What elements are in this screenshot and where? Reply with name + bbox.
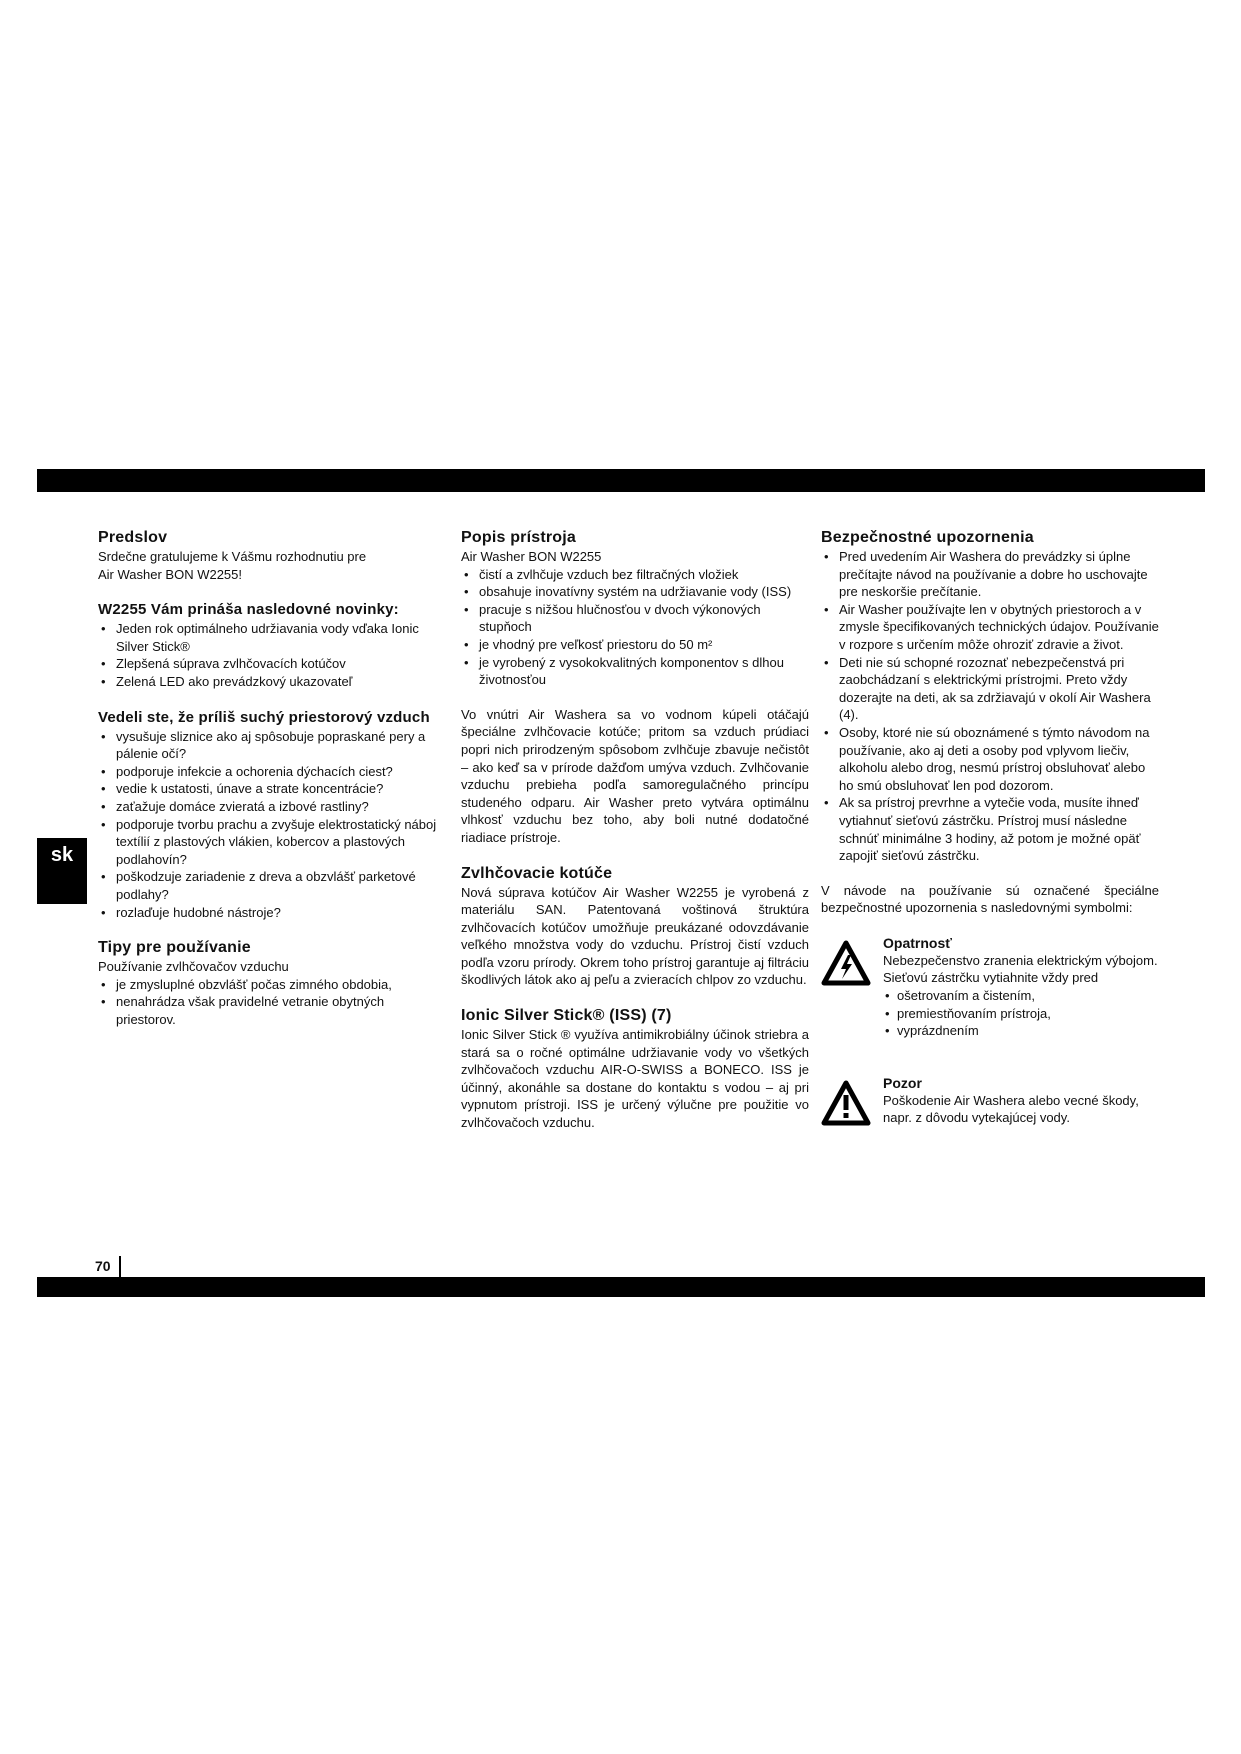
list-item: • obsahuje inovatívny systém na udržiavanie vody (ISS) bbox=[461, 583, 809, 601]
column-left bbox=[98, 528, 438, 1028]
attention-block bbox=[821, 1074, 1159, 1138]
list-item: • Osoby, ktoré nie sú oboznámené s týmto návodom na používanie, ako aj deti a osoby pod vplyvom liečiv, alkoholu alebo drog, nesmú prístroj obsluhovať alebo ho smú obsluhovať len pod dozorom. bbox=[821, 724, 1159, 794]
preface-heading: Predslov bbox=[98, 529, 168, 546]
dry-air-heading: Vedeli ste, že príliš suchý priestorový vzduch bbox=[98, 708, 430, 726]
list-item: • vysušuje sliznice ako aj spôsobuje popraskané pery a pálenie očí? bbox=[98, 728, 438, 763]
list-item: • je vyrobený z vysokokvalitných komponentov s dlhou životnosťou bbox=[461, 654, 809, 689]
list-item: • Pred uvedením Air Washera do prevádzky si úplne prečítajte návod na používanie a dobre ho uschovajte pre neskoršie prečítanie. bbox=[821, 548, 1159, 601]
list-item: • je zmysluplné obzvlášť počas zimného obdobia, bbox=[98, 976, 438, 994]
column-right bbox=[821, 528, 1159, 1138]
device-paragraph: Vo vnútri Air Washera sa vo vodnom kúpeli otáčajú špeciálne zvlhčovacie kotúče; pritom sa vzduch prúdiaci popri nich prirodzeným spôsobom zvlhčuje zbavuje nečistôt – ako keď sa v prírode dažďom umýva vzduch. Zvlhčovanie vzduchu prebieha podľa samoregulačného princípu studeného odparu. Air Washer preto vytvára optimálnu vlhkosť vzduchu bez toho, aby boli nutné dodatočné riadiace prístroje. bbox=[461, 706, 809, 845]
list-item: • Jeden rok optimálneho udržiavania vody vďaka Ionic Silver Stick® bbox=[98, 620, 438, 655]
list-item: • čistí a zvlhčuje vzduch bez filtračných vložiek bbox=[461, 566, 809, 584]
list-item: • je vhodný pre veľkosť priestoru do 50 m² bbox=[461, 636, 809, 654]
device-subtitle: Air Washer BON W2255 bbox=[461, 549, 602, 564]
exclamation-warning-icon bbox=[821, 1080, 871, 1126]
list-item: • Zlepšená súprava zvlhčovacích kotúčov bbox=[98, 655, 438, 673]
caution-text: Nebezpečenstvo zranenia elektrickým výbojom. Sieťovú zástrčku vytiahnite vždy pred bbox=[883, 952, 1158, 986]
list-item: • ošetrovaním a čistením, bbox=[883, 987, 1159, 1005]
tips-list bbox=[98, 976, 438, 1029]
page-number: 70 bbox=[95, 1256, 121, 1277]
safety-note: V návode na používanie sú označené špeciálne bezpečnostné upozornenia s nasledovnými symbolmi: bbox=[821, 882, 1159, 916]
caution-list bbox=[883, 987, 1159, 1040]
list-item: • vedie k ustatosti, únave a strate koncentrácie? bbox=[98, 780, 438, 798]
electric-shock-warning-icon bbox=[821, 940, 871, 986]
list-item: • zaťažuje domáce zvieratá a izbové rastliny? bbox=[98, 798, 438, 816]
preface-text-2: Air Washer BON W2255! bbox=[98, 566, 243, 582]
discs-paragraph: Nová súprava kotúčov Air Washer W2255 je vyrobená z materiálu SAN. Patentovaná voštinová štruktúra zvlhčovacích kotúčov umožňuje preukázané odovzdávanie veľkého množstva vody do vzduchu. Prístroj čistí vzduch podľa vzoru prírody. Okrem toho prístroj garantuje aj filtráciu škodlivých látok ako aj peľu a zvieracích chlpov zo vzduchu. bbox=[461, 884, 809, 988]
list-item: • Deti nie sú schopné rozoznať nebezpečenstvá pri zaobchádzaní s elektrickými prístrojmi. Preto vždy dozerajte na deti, ak sa zdržiavajú v okolí Air Washera (4). bbox=[821, 654, 1159, 724]
safety-list bbox=[821, 548, 1159, 865]
list-item: • podporuje tvorbu prachu a zvyšuje elektrostatický náboj textílií z plastových vlákien, kobercov a plastových podlahovín? bbox=[98, 816, 438, 869]
discs-heading: Zvlhčovacie kotúče bbox=[461, 864, 613, 882]
list-item: • poškodzuje zariadenie z dreva a obzvlášť parketové podlahy? bbox=[98, 868, 438, 903]
caution-block bbox=[821, 934, 1159, 1040]
language-tab: sk bbox=[37, 838, 87, 904]
list-item: • Ak sa prístroj prevrhne a vytečie voda, musíte ihneď vytiahnuť sieťovú zástrčku. Prístroj musí následne schnúť minimálne 3 hodiny, až potom je možné opäť zapojiť sieťovú zástrčku. bbox=[821, 794, 1159, 864]
iss-heading: Ionic Silver Stick® (ISS) (7) bbox=[461, 1007, 672, 1025]
preface-text-1: Srdečne gratulujeme k Vášmu rozhodnutiu pre bbox=[98, 549, 367, 564]
device-features-list bbox=[461, 566, 809, 689]
list-item: • pracuje s nižšou hlučnosťou v dvoch výkonových stupňoch bbox=[461, 601, 809, 636]
attention-text: Poškodenie Air Washera alebo vecné škody, napr. z dôvodu vytekajúcej vody. bbox=[883, 1092, 1139, 1126]
list-item: • nenahrádza však pravidelné vetranie obytných priestorov. bbox=[98, 993, 438, 1028]
list-item: • rozlaďuje hudobné nástroje? bbox=[98, 904, 438, 922]
iss-paragraph: Ionic Silver Stick ® využíva antimikrobiálny účinok striebra a stará sa o ročné optimálne udržiavanie vody vo všetkých zvlhčovačoch vzduchu AIR-O-SWISS a BONECO. ISS je účinný, akonáhle sa dostane do kontaktu s vodou – aj pri vypnutom prístroji. ISS je určený výlučne pre použitie vo zvlhčovačoch vzduchu. bbox=[461, 1027, 809, 1131]
tips-text: Používanie zvlhčovačov vzduchu bbox=[98, 959, 289, 975]
safety-heading: Bezpečnostné upozornenia bbox=[821, 529, 1034, 546]
list-item: • premiestňovaním prístroja, bbox=[883, 1005, 1159, 1023]
attention-heading: Pozor bbox=[883, 1074, 922, 1091]
device-heading: Popis prístroja bbox=[461, 529, 577, 546]
news-heading: W2255 Vám prináša nasledovné novinky: bbox=[98, 601, 399, 619]
list-item: • podporuje infekcie a ochorenia dýchacích ciest? bbox=[98, 763, 438, 781]
list-item: • Zelená LED ako prevádzkový ukazovateľ bbox=[98, 673, 438, 691]
list-item: • Air Washer používajte len v obytných priestoroch a v zmysle špecifikovaných technických údajov. Používanie v rozpore s určením môže ohroziť zdravie a život. bbox=[821, 601, 1159, 654]
top-black-bar bbox=[37, 469, 1205, 492]
caution-heading: Opatrnosť bbox=[883, 934, 952, 951]
news-list bbox=[98, 620, 438, 690]
list-item: • vyprázdnením bbox=[883, 1022, 1159, 1040]
tips-heading: Tipy pre používanie bbox=[98, 939, 251, 957]
dry-air-list bbox=[98, 728, 438, 922]
column-middle bbox=[461, 528, 809, 1132]
bottom-black-bar bbox=[37, 1277, 1205, 1297]
